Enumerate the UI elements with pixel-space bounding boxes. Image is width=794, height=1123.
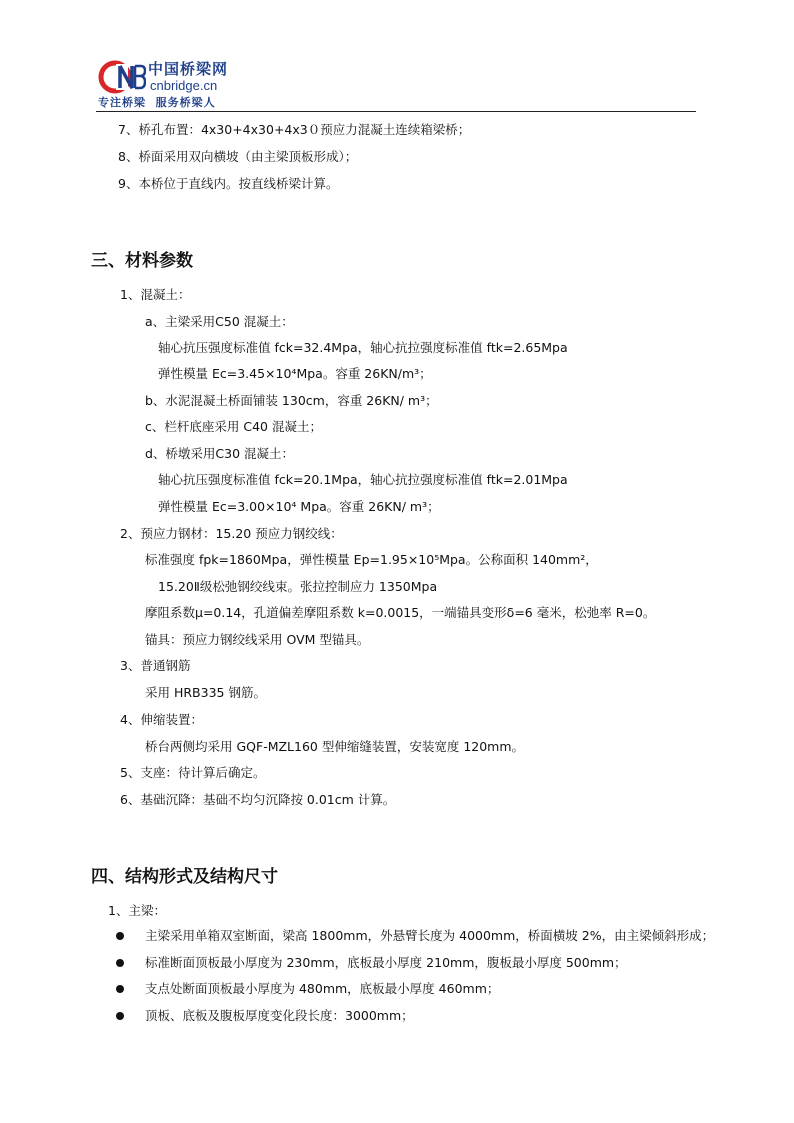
list-item: d、桥墩采用C30 混凝土： xyxy=(145,446,295,461)
text-line: 弹性模量 Ec=3.00×10⁴ Mpa。容重 26KN/ m³； xyxy=(158,499,440,514)
text-line: 弹性模量 Ec=3.45×10⁴Mpa。容重 26KN/m³； xyxy=(158,366,432,381)
bullet-item: 顶板、底板及腹板厚度变化段长度：3000mm； xyxy=(145,1008,414,1023)
logo-slogan: 专注桥梁 服务桥梁人 xyxy=(98,96,216,109)
bullet-item: 标准断面顶板最小厚度为 230mm，底板最小厚度 210mm，腹板最小厚度 500mm； xyxy=(145,955,627,970)
bullet-icon xyxy=(116,985,124,993)
text-line: 桥台两侧均采用 GQF-MZL160 型伸缩缝装置，安装宽度 120mm。 xyxy=(145,739,525,754)
header-divider xyxy=(96,111,696,112)
list-item: c、栏杆底座采用 C40 混凝土； xyxy=(145,419,322,434)
list-item: 5、支座：待计算后确定。 xyxy=(120,765,266,780)
text-line: 摩阻系数μ=0.14，孔道偏差摩阻系数 k=0.0015，一端锚具变形δ=6 毫米，松弛率 R=0。 xyxy=(145,605,656,620)
text-line: 标准强度 fpk=1860Mpa，弹性模量 Ep=1.95×10⁵Mpa。公称面积 140mm²， xyxy=(145,552,598,567)
list-item: 7、桥孔布置：4x30+4x30+4x3０预应力混凝土连续箱梁桥； xyxy=(118,122,471,137)
bullet-item: 主梁采用单箱双室断面，梁高 1800mm，外悬臂长度为 4000mm，桥面横坡 2%，由主梁倾斜形成； xyxy=(145,928,715,943)
list-item: 6、基础沉降：基础不均匀沉降按 0.01cm 计算。 xyxy=(120,792,396,807)
text-line: 15.20Ⅱ级松弛钢绞线束。张拉控制应力 1350Mpa xyxy=(158,579,438,594)
logo-chinese-name: 中国桥梁网 xyxy=(148,60,229,78)
text-line: 轴心抗压强度标准值 fck=20.1Mpa，轴心抗拉强度标准值 ftk=2.01Mpa xyxy=(158,472,568,487)
list-item: 9、本桥位于直线内。按直线桥梁计算。 xyxy=(118,176,339,191)
text-line: 轴心抗压强度标准值 fck=32.4Mpa，轴心抗拉强度标准值 ftk=2.65Mpa xyxy=(158,340,568,355)
list-item: 1、主梁： xyxy=(108,903,166,918)
section-heading: 四、结构形式及结构尺寸 xyxy=(91,867,278,887)
list-item: 4、伸缩装置： xyxy=(120,712,203,727)
logo-domain: cnbridge.cn xyxy=(150,78,218,93)
bullet-icon xyxy=(116,959,124,967)
text-line: 锚具：预应力钢绞线采用 OVM 型锚具。 xyxy=(145,632,370,647)
page-header xyxy=(96,56,696,112)
text-line: 采用 HRB335 钢筋。 xyxy=(145,685,266,700)
list-item: 3、普通钢筋 xyxy=(120,658,191,673)
list-item: a、主梁采用C50 混凝土： xyxy=(145,314,294,329)
list-item: b、水泥混凝土桥面铺装 130cm，容重 26KN/ m³； xyxy=(145,393,438,408)
bullet-item: 支点处断面顶板最小厚度为 480mm，底板最小厚度 460mm； xyxy=(145,981,500,996)
bullet-icon xyxy=(116,932,124,940)
list-item: 1、混凝土： xyxy=(120,287,191,302)
cnbridge-logo-icon xyxy=(98,60,146,94)
bullet-icon xyxy=(116,1012,124,1020)
list-item: 8、桥面采用双向横坡（由主梁顶板形成）； xyxy=(118,149,358,164)
section-heading: 三、材料参数 xyxy=(91,251,193,271)
list-item: 2、预应力钢材：15.20 预应力钢绞线： xyxy=(120,526,343,541)
